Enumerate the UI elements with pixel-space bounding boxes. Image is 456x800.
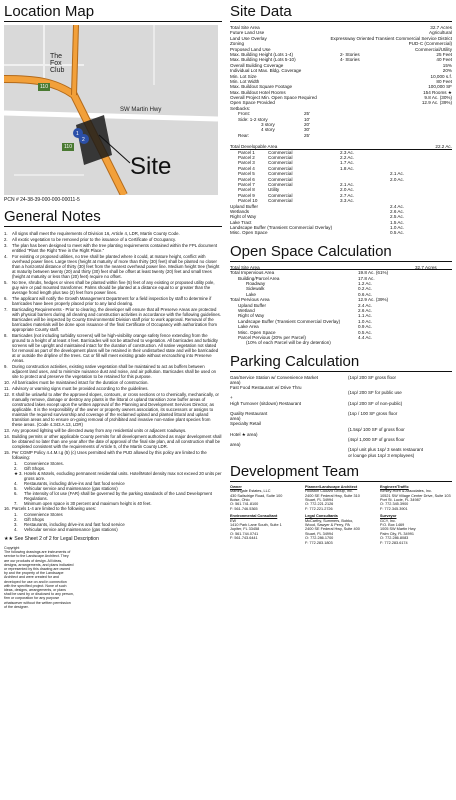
team-member [230,514,302,545]
note-item [4,237,222,242]
team-detail-line: 2400 SE Federal Hwy, Suite 400 [305,527,360,532]
site-data-value: 80 Feet [436,78,452,84]
team-detail-line: EW [230,518,237,523]
setback-value: 10' [304,116,310,122]
site-data-value: Commercial/Utility [414,46,452,52]
site-data-label: Individual Lot Max. Bldg. Coverage [230,68,302,74]
site-data-mid: 4- Stories [340,57,360,63]
team-role: Planner/Landscape Architect [305,484,358,489]
note-item [4,307,222,332]
site-data-value: 9.8 Ac. (30%) [424,95,452,101]
note-number: 7. [4,307,8,312]
open-space-value: 17.8 Ac. [358,275,375,281]
team-detail-line: O: 772.286.1700 [305,536,334,541]
note-text: No tree, shrubs, hedges or vines shall be planted within five (5) feet of any existing or proposed utility pole, guy wire or pad mounted transformer. Palms should be planted at a distance equal to or greater than the average frond length plus two (2) feet from power lines. [12,280,215,295]
parking-rate: (1sp/ 200 SF of non-public) [348,400,403,406]
shield-2-label: 2 [82,137,85,143]
note-item [4,280,222,295]
parcel-acres: 2.0 Ac. [390,176,405,182]
team-detail-line: McCarthy, Summers, Bobko, [305,518,354,523]
site-data-label: Overall Project Min. Open Space Required [230,95,317,101]
open-space-value: 1.2 Ac. [358,281,373,287]
site-data-label: Land Use Overlay [230,35,267,41]
setback-label: 3 story [261,122,275,128]
open-space-value: 2.6 Ac. [358,307,373,313]
note-item [4,243,222,253]
note-text: It shall be unlawful to alter the approved slopes, contours, or cross sections or to chemically, mechanically, or manually remove, damage or destroy any plants in the littoral or upland transition zone buffer areas of constructed lakes except upon the written approval of the Planning and Development Services Director, as applicable. It is the responsibility of the owner or property owners association, its successors or assigns to maintain the required survivorship and coverage of the reclaimed upland and planted littoral and upland transition areas and to ensure on-going removal of prohibited and invasive non-native plant species from these areas. (Code 4.343.A.13, LDR) [12,392,219,427]
right-column [230,4,452,545]
site-data-value: Expressway Oriented Transient Commercial Service District [330,35,452,41]
note-item [4,428,222,433]
team-detail-line: Martingale Estates, LLC [230,489,271,494]
parcel-acres: 3.3 Ac. [340,198,355,204]
team-detail-line: 1005 SW Martin Hwy [380,527,416,532]
developable-header-value: 22.2 Ac. [435,144,452,150]
team-detail-line: F: 772.283.6174 [380,540,408,545]
open-space-value: 32.7 Acres [415,264,437,270]
note-number: 15. [4,450,10,455]
site-label: Site [130,153,172,180]
parking-table [230,375,452,458]
parcel-acres: 1.7 Ac. [340,160,355,166]
parcel-acres: 2.1 Ac. [390,171,405,177]
route-110-label-b: 110 [64,144,72,150]
parcel-acres: 2.3 Ac. [340,149,355,155]
note-item [4,254,222,279]
parcel-use: Commercial [268,165,293,171]
left-column [4,4,222,609]
parking-use: Gas/Service Station w/ Convenience Market [230,374,319,380]
site-data-label: Proposed Land Use [230,46,271,52]
other-area-label: Lake Tract [230,219,252,225]
open-space-label: Sidewalk [246,286,265,292]
parking-use: Specialty Retail [230,421,262,427]
site-data-label: Setbacks: [230,105,251,111]
team-role: Engineer/Traffic [380,484,409,489]
parking-use: area) [230,442,241,448]
other-area-row [230,230,452,235]
team-role: Owner [230,484,242,489]
open-space-label: Total Impervious Area [230,270,275,276]
note-text: The applicant will notify the Growth Management Department for a field inspection by staff to determine if barricades have been properly placed prior to any land clearing. [12,296,212,306]
open-space-label: Lake [246,291,256,297]
note-subitem [4,491,222,501]
open-space-value: 19.8 Ac. (61%) [358,270,389,276]
team-detail-line: Houston Cuozzo Group, Inc. [305,489,353,494]
team-member [380,485,452,511]
parking-use: High Turnover (sitdown) Restaurant [230,400,302,406]
setback-value: 25' [304,132,310,138]
parcel-name: Parcel 7 [238,181,255,187]
parcel-name: Parcel 9 [238,192,255,198]
site-data-value: 15% [442,62,452,68]
parcel-use: Utility [268,187,280,193]
parking-use: + [230,395,233,401]
note-number: 10. [4,380,10,385]
note-number: 12. [4,392,10,397]
parcel-use: Commercial [268,192,293,198]
other-area-value: 2.4 Ac. [390,203,405,209]
setbacks-table [230,111,452,138]
parking-use: area) [230,379,241,385]
subitem-number: 1. [14,461,18,466]
other-area-value: 2.5 Ac. [390,214,405,220]
team-detail-line: Port St. Lucie, FL 34987 [380,497,421,502]
development-team-title: Development Team [230,464,452,482]
subitem-text: Gift Shops. [24,466,46,471]
note-item [4,333,222,363]
team-detail-line: O: 772.221.2126 [305,502,334,507]
setback-row [230,133,452,138]
parcel-use: Commercial [268,149,293,155]
note-text: Advisory or warning signs must be provided according to the guidelines. [12,386,149,391]
developable-header-label: Total Developable Area [230,144,278,150]
parcel-use: Commercial [268,171,293,177]
note-number: 8. [4,333,8,338]
note-number: 13. [4,428,10,433]
note-text: Any proposed lighting will be directed away from any residential units or adjacent roadways. [12,428,187,433]
site-data-label: Open Space Provided [230,100,275,106]
note-number: 6. [4,296,8,301]
parcel-use: Commercial [268,198,293,204]
site-data-mid: 2- Stories [340,51,360,57]
parking-rate: (1.5sp/ 100 SF of gross floor [348,426,405,432]
site-data-label: Overall Building Coverage [230,62,284,68]
shield-1-label: 1 [76,131,79,137]
parking-rate: (1sp / 100 SF gross floor [348,411,398,417]
open-space-value: 4.4 Ac. [358,334,373,340]
open-space-value: 0.5 Ac. [358,329,373,335]
developable-area-table [230,144,452,236]
team-detail-line: Kimley-Horn & Associates, Inc. [380,489,432,494]
team-detail-line: 2400 SE Federal Hwy, Suite 310 [305,493,360,498]
note-text: All signs shall meet the requirements of Division 16, Article 4, LDR, Martin County Code. [12,231,180,236]
subitem-text: Restaurants, including drive-ins and fast food service [24,522,125,527]
development-team-grid [230,485,452,545]
team-detail-line: Palm City, FL 34991 [380,531,414,536]
subitem-number: 4. [14,481,18,486]
team-role: Legal Consultants [305,514,338,519]
open-space-label: Parcel Pervious (20% per Parcel) [238,334,306,340]
site-data-value: 20% [442,68,452,74]
parcel-name: Parcel 4 [238,165,255,171]
site-data-value: 12.9 Ac. (39%) [421,100,452,106]
other-area-label: Landscape Buffer (Transient Commercial Overlay) [230,225,333,231]
note-text: The plan has been designed to meet with the tree planting requirements contained within the FPL document entitled "Plant the Right Tree in the Right Place." [12,243,218,253]
site-data-label: Zoning [230,41,245,47]
pcn-number: PCN # 24-38-39-000-000-00011-5 [4,197,80,203]
open-space-value: 1.1 Ac. [358,313,373,319]
open-space-value: 0.9 Ac. [358,324,373,330]
site-data-value: 10,000 s.f. [430,73,452,79]
note-text: Per CGMP Policy 4.4.M.I.g (5) (c) Uses permitted with the PUD allowed by this policy are limited to the following: [12,450,207,460]
other-area-label: Misc. Open Space [230,230,268,236]
open-space-table [230,265,452,346]
setback-value: 25' [304,111,310,117]
other-area-label: Right of Way [230,214,257,220]
subitem-number: 5. [14,486,18,491]
team-detail-line: Jupiter, FL 33458 [230,527,260,532]
team-detail-line: O: 561.741.8100 [230,502,259,507]
site-data-value: Agricultural [429,30,452,36]
team-role: Surveyor [380,514,397,519]
open-space-value: 0.6 Ac. [358,291,373,297]
subitem-number: 2. [14,466,18,471]
team-detail-line: O: 772.345.3900 [380,502,409,507]
team-member [305,485,377,511]
parking-rate: or lounge plus 1sp/ 3 employees) [348,452,415,458]
note-text: Barricading Requirements - Prior to clearing, the developer will ensure that all Preserve Areas are protected with physical barriers during all clearing and construction activities in accordance with the following guidelines. Barricades will be inspected by County Environmental Division staff prior to work approval. Removal of the barricades materials will be done upon issuance of the final Certificate of Occupancy with authorization from appropriate County staff. [12,307,221,332]
open-space-label: Landscape Buffer (Transient Commercial Overlay) [238,318,341,324]
subitem-text: Minimum open space is 30 percent and maximum height is 40 feet. [24,501,152,506]
site-data-value: 154 Rooms ★ [423,89,452,95]
other-area-label: Upland Buffer [230,203,259,209]
team-detail-line: 10521 SW Village Center Drive, Suite 103 [380,493,451,498]
parking-use: Fast Food Restaurant w/ Drive Thru [230,385,302,391]
site-data-value: 25 Feet [436,51,452,57]
open-space-label: Upland Buffer [238,302,267,308]
site-data-label: Future Land Use [230,30,265,36]
note-item [4,231,222,236]
parcel-acres: 2.7 Ac. [340,192,355,198]
note-item [4,296,222,306]
open-space-label: Right of Way [238,313,265,319]
site-data-title: Site Data [230,4,452,22]
note-number: 1. [4,231,8,236]
note-item [4,434,222,449]
open-space-value: 0.2 Ac. [358,286,373,292]
open-space-label: Wetland [238,307,255,313]
parking-row [230,453,452,458]
site-data-label: Total Site Area [230,25,260,30]
note-item [4,450,222,460]
note-number: 2. [4,237,8,242]
other-area-value: 1.5 Ac. [390,219,405,225]
parcel-name: Parcel 8 [238,187,255,193]
general-notes-title: General Notes [4,209,222,227]
open-space-label: Lake Area [238,324,259,330]
parcel-acres: 2.2 Ac. [340,154,355,160]
note-subitem [4,471,222,481]
note-item [4,506,222,511]
other-area-value: 0.5 Ac. [390,230,405,236]
parcel-name: Parcel 2 [238,154,255,160]
note-item [4,364,222,379]
team-member [305,514,377,545]
subitem-text: Convenience Stores [24,512,63,517]
subitem-number: 7. [14,501,18,506]
subitem-number: 2. [14,517,18,522]
open-space-label: Total Pervious Area [230,297,270,303]
subitem-text: Restaurants, including drive-ins and fast food service [24,481,125,486]
note-text: All exotic vegetation to be removed prior to the issuance of a Certificate of Occupancy. [12,237,177,242]
general-notes-list [4,231,222,532]
team-detail-line: F: 561.746.5365 [230,506,258,511]
parcel-use: Commercial [268,181,293,187]
map-graphic [4,25,218,195]
note-number: 16. [4,506,10,511]
site-data-label: Min. Lot Width [230,78,260,84]
subitem-text: Hotels & Motels, excluding permanent residential units. Hotel/Motel density max not exceed 20 units per gross acre. [24,471,222,481]
parcel-name: Parcel 6 [238,176,255,182]
note-item [4,380,222,385]
team-detail-line: Wood, Sawyer & Perry, PA [305,522,350,527]
setback-value: 30' [304,127,310,133]
open-space-label: Roadway [246,281,266,287]
note-number: 3. [4,243,8,248]
route-110-label-a: 110 [40,84,48,90]
parcel-use: Commercial [268,176,293,182]
open-space-label: Total Site Area [230,264,260,270]
note-number: 5. [4,280,8,285]
note-text: Building permits or other applicable County permits for all development authorized as major development shall be obtained no later than one year after the date of approval of the final site plan, and all construction shall be completed consistent with the requirements of Article 5, of the Martin County LDR. [12,434,222,449]
subitem-text: Vehicular service and maintenance (gas stations) [24,527,118,532]
parking-rate: (1sp/ 200 SF gross floor [348,374,397,380]
team-role: Environmental Consultant [230,514,278,519]
note-item [4,386,222,391]
other-area-label: Wetlands [230,208,250,214]
team-detail-line: 1410 Park Lane South, Suite 1 [230,522,282,527]
open-space-label: Building/Parcel Area [238,275,280,281]
parking-rate: (1sp/ 200 SF for public use [348,390,402,396]
parking-use: Hotel ★ area) [230,431,258,437]
site-data-value: 32.7 Acres [430,25,452,30]
legal-description-note: ★★ See Sheet 2 of 2 for Legal Description [4,536,99,542]
parcel-acres: 1.8 Ac. [340,165,355,171]
note-number: 4. [4,254,8,259]
subitem-number: 4. [14,527,18,532]
parking-title: Parking Calculation [230,354,452,372]
subitem-text: The intensity of lot use (FAR) shall be governed by the parking standards of the Land Development Regulations. [24,491,212,501]
parcel-use: Commercial [268,160,293,166]
site-data-label: Max. Building Height (Lots 1-4) [230,51,294,57]
team-member [230,485,302,511]
subitem-number: ★ 3. [14,471,23,476]
open-space-title: Open Space Calculation [230,244,452,262]
site-data-table [230,25,452,111]
note-text: For existing or proposed utilities, no tree shall be planted where it could, at mature height, conflict with overhead power lines. Large trees (height at maturity of more than thirty (30) feet) shall be planted no closer than a horizontal distance of thirty (30) feet from the nearest overhead power line. Medium height tree (height at maturity between twenty (20) and thirty (30) feet shall be offset at least twenty (20) feet and small trees (height at maturity or less than (20) feet) require no offset. [12,254,220,279]
parking-rate: (1sp/ unit plus 1sp/ 3 seats restaurant [348,447,424,453]
note-number: 9. [4,364,8,369]
note-text: Parcels 1-4 are limited to the following uses: [12,506,97,511]
parking-rate: (4sp/ 1,000 SF of gross floor [348,436,405,442]
team-detail-line: F: 772.345.3901 [380,506,408,511]
setback-label: Front: [238,111,250,117]
parking-use: area) [230,416,241,422]
parcel-name: Parcel 1 [238,149,255,155]
setback-label: 4 story [261,127,275,133]
team-detail-line: P.O. Box 1469 [380,522,405,527]
open-space-label: (10% of each Parcel will be dry detention) [246,340,331,346]
other-area-value: 2.6 Ac. [390,208,405,214]
setback-value: 20' [304,122,310,128]
parcel-name: Parcel 3 [238,160,255,166]
parcel-acres: 2.1 Ac. [340,181,355,187]
parcel-use: Commercial [268,154,293,160]
setback-label: Rear: [238,132,250,138]
subitem-text: Vehicular service and maintenance (gas stations) [24,486,118,491]
note-text: During construction activities, existing native vegetation shall be maintained to act as buffers between adjacent land uses, and to minimize nuisance dust and noise, and air pollution. Barricades shall be used on site to protect and preserve the vegetation to be retained for this purpose. [12,364,216,379]
site-data-label: Max. Buildout Hotel Rooms [230,89,286,95]
team-detail-line: Boise, Ohio [230,497,250,502]
team-detail-line: Stuart, FL 34994 [305,497,334,502]
site-data-value: PUD-C (Commercial) [408,41,452,47]
site-data-label: Min. Lot Size [230,73,257,79]
site-data-value: 100,000 SF [428,84,452,90]
team-detail-line: 430 Sailsdrige Road, Suite 100 [230,493,283,498]
team-detail-line: F: 772.221.2726 [305,506,333,511]
note-subitem [4,527,222,532]
location-map-title: Location Map [4,4,222,22]
open-space-value: 2.4 Ac. [358,302,373,308]
other-area-value: 1.0 Ac. [390,225,405,231]
open-space-label: Misc. Open Space [238,329,276,335]
team-detail-line: O: 561.744.0741 [230,531,259,536]
note-text: Barricades (not including turbidity screens) will be high-visibility orange safety fence extending from the ground to a height of at least 4 feet. Barricades will not be attached to vegetation. All barricades and turbidity screens will be upright and maintained intact for the duration of construction. All native vegetation not slated for removal as part of the development plans will be retained in their undisturbed state and will be barricaded at or outside the dripline of the trees. Cut or fill will meet existing grade without encroaching into Preserve Areas. [12,333,219,363]
team-detail-line: F: 772.283.1803 [305,540,333,545]
team-detail-line: Stuart, FL 34994 [305,531,334,536]
site-data-value: 40 Feet [436,57,452,63]
fox-club-label: The Fox Club [50,53,65,74]
setback-label: Side: 1-2 story [238,116,268,122]
subitem-number: 3. [14,522,18,527]
note-number: 14. [4,434,10,439]
site-data-label: Max. Buildout Square Footage [230,84,293,90]
parking-use: Quality Restaurant [230,411,268,417]
subitem-number: 1. [14,512,18,517]
team-detail-line: GCY, Inc. [380,518,396,523]
location-map [4,25,218,195]
open-space-row [230,340,452,345]
copyright-notice: Copyright The following drawings are instruments of service to the Landscape Architect. They are our products of design. All ideas, designs, arrangements, and plans indicated or represented by this drawing are owned by and the property of the Landscape Architect and were created for and developed for use on and in connection with the specified project. None of such ideas, designs, arrangements, or plans shall be used by or disclosed to any person, firm or corporation for any purpose whatsoever without the written permission of the designer. [4,546,74,609]
open-space-value: 1.0 Ac. [358,318,373,324]
note-number: 11. [4,386,10,391]
note-item [4,392,222,427]
parcel-name: Parcel 5 [238,171,255,177]
team-detail-line: O: 772.286.8083 [380,536,409,541]
highway-label: SW Martin Hwy [120,107,162,113]
team-member [380,514,452,545]
site-data-label: Max. Building Height (Lots 5-10) [230,57,296,63]
open-space-value: 12.9 Ac. (39%) [358,297,389,303]
subitem-text: Convenience Stores. [24,461,64,466]
team-detail-line: F: 561.743.6441 [230,536,258,541]
subitem-text: Gift Shops [24,517,45,522]
note-text: All barricades must be maintained intact for the duration of construction. [12,380,149,385]
subitem-number: 6. [14,491,18,496]
parcel-acres: 2.0 Ac. [340,187,355,193]
parcel-name: Parcel 10 [238,198,258,204]
